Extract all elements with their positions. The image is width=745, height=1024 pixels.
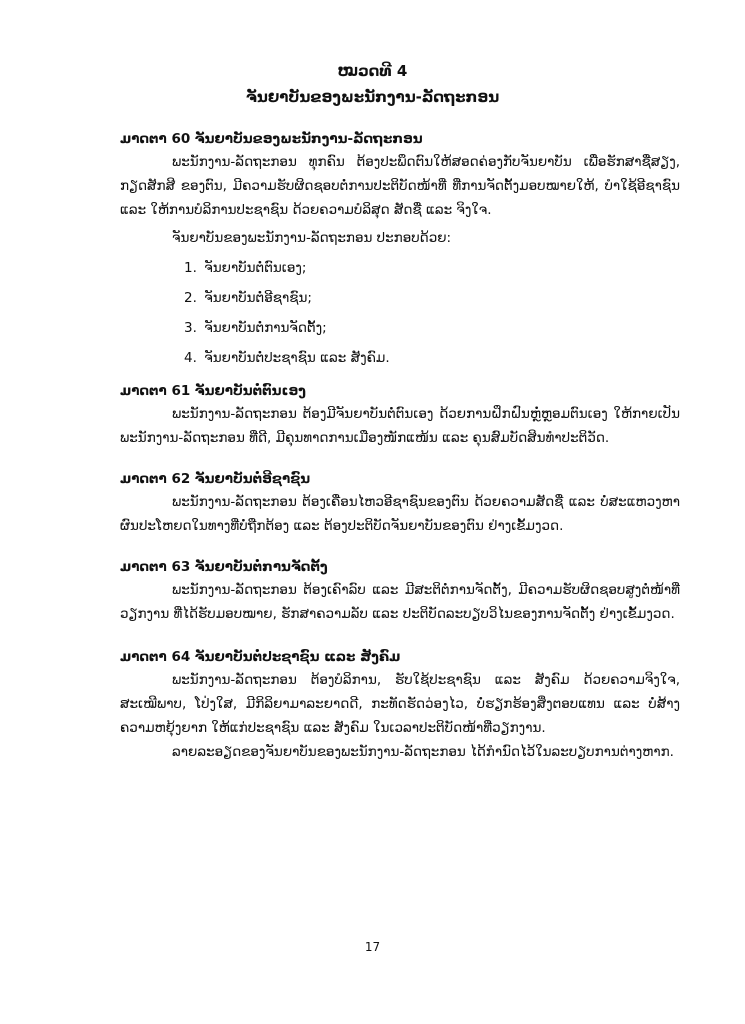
article-number: ມາດຕາ 61	[120, 383, 191, 399]
article-paragraph: ພະນັກງານ-ລັດຖະກອນ ທຸກຄົນ ຕ້ອງປະພຶດຕົນໃຫ້ສອດຄ່ອງກັບຈັນຍາບັນ ເພື່ອຮັກສາຊື່ສຽງ, ກຽດສັກສີ ຂອງຕົນ, ມີຄວາມຮັບຜິດຊອບຕໍ່ການປະຕິບັດໜ້າທີ່ ທີ່ການຈັດຕັ້ງມອບໝາຍໃຫ້, ບຳໃຊ້ອີຊາຊົນ ແລະ ໃຫ້ການບໍລິການປະຊາຊົນ ດ້ວຍຄວາມບໍລິສຸດ ສັດຊື່ ແລະ ຈິງໃຈ.	[120, 154, 680, 218]
article-number: ມາດຕາ 62	[120, 471, 191, 487]
article-number: ມາດຕາ 63	[120, 559, 191, 575]
article-paragraph: ລາຍລະອຽດຂອງຈັນຍາບັນຂອງພະນັກງານ-ລັດຖະກອນ ໄດ້ກຳນົດໄວ້ໃນລະບຽບການຕ່າງຫາກ.	[172, 744, 674, 760]
list-item-text: ຈັນຍາບັນຕໍ່ອີຊາຊົນ;	[204, 290, 312, 306]
article-heading	[120, 128, 680, 150]
article-paragraph: ພະນັກງານ-ລັດຖະກອນ ຕ້ອງເຄົາລົບ ແລະ ມີສະຕິຕໍ່ການຈັດຕັ້ງ, ມີຄວາມຮັບຜິດຊອບສູງຕໍ່ໜ້າທີ່ວຽກງານ ທີ່ໄດ້ຮັບມອບໝາຍ, ຮັກສາຄວາມລັບ ແລະ ປະຕິບັດລະບຽບວິໄນຂອງການຈັດຕັ້ງ ຢ່າງເຂັ້ມງວດ.	[120, 582, 680, 622]
article-paragraph: ພະນັກງານ-ລັດຖະກອນ ຕ້ອງເຄື່ອນໄຫວອີຊາຊົນຂອງຕົນ ດ້ວຍຄວາມສັດຊື່ ແລະ ບໍ່ສະແຫວງຫາຜົນປະໂຫຍດໃນທາງທີ່ບໍ່ຖືກຕ້ອງ ແລະ ຕ້ອງປະຕິບັດຈັນຍາບັນຂອງຕົນ ຢ່າງເຂັ້ມງວດ.	[120, 494, 680, 534]
article-heading	[120, 646, 680, 668]
list-item: 3. ຈັນຍາບັນຕໍ່ການຈັດຕັ້ງ;	[184, 320, 327, 336]
article-title: ຈັນຍາບັນຕໍ່ການຈັດຕັ້ງ	[194, 559, 328, 575]
article-paragraph: ຈັນຍາບັນຂອງພະນັກງານ-ລັດຖະກອນ ປະກອບດ້ວຍ:	[172, 230, 452, 246]
article-61	[120, 380, 680, 450]
article-60	[120, 128, 680, 370]
article-title: ຈັນຍາບັນຂອງພະນັກງານ-ລັດຖະກອນ	[194, 131, 423, 147]
ethics-list	[120, 256, 680, 370]
article-heading	[120, 468, 680, 490]
list-item-text: ຈັນຍາບັນຕໍ່ຕົນເອງ;	[204, 260, 307, 276]
list-item: 2. ຈັນຍາບັນຕໍ່ອີຊາຊົນ;	[184, 290, 312, 306]
article-number: ມາດຕາ 64	[120, 649, 191, 665]
article-number: ມາດຕາ 60	[120, 131, 191, 147]
article-title: ຈັນຍາບັນຕໍ່ອີຊາຊົນ	[194, 471, 311, 487]
article-62	[120, 468, 680, 538]
list-item: 1. ຈັນຍາບັນຕໍ່ຕົນເອງ;	[184, 260, 307, 276]
article-title: ຈັນຍາບັນຕໍ່ຕົນເອງ	[194, 383, 306, 399]
page-number: 17	[364, 940, 381, 954]
chapter-heading	[0, 60, 745, 108]
list-item: 4. ຈັນຍາບັນຕໍ່ປະຊາຊົນ ແລະ ສັງຄົມ.	[184, 350, 390, 366]
article-63	[120, 556, 680, 626]
chapter-number: ໝວດທີ 4	[337, 62, 408, 80]
article-paragraph: ພະນັກງານ-ລັດຖະກອນ ຕ້ອງມີຈັນຍາບັນຕໍ່ຕົນເອງ ດ້ວຍການຝຶກຝົນຫຼໍ່ຫຼອມຕົນເອງ ໃຫ້ກາຍເປັນພະນັກງານ-ລັດຖະກອນ ທີ່ດີ, ມີຄຸນທາດການເມືອງໜັກແໜ້ນ ແລະ ຄຸນສົມບັດສິນທຳປະຕິວັດ.	[120, 406, 680, 446]
article-title: ຈັນຍາບັນຕໍ່ປະຊາຊົນ ແລະ ສັງຄົມ	[194, 649, 401, 665]
list-item-text: ຈັນຍາບັນຕໍ່ປະຊາຊົນ ແລະ ສັງຄົມ.	[204, 350, 390, 366]
article-heading	[120, 380, 680, 402]
article-64	[120, 646, 680, 764]
article-paragraph: ພະນັກງານ-ລັດຖະກອນ ຕ້ອງບໍລິການ, ຮັບໃຊ້ປະຊາຊົນ ແລະ ສັງຄົມ ດ້ວຍຄວາມຈິງໃຈ, ສະເໝີພາບ, ໂປ່ງໃສ, ມີກິລິຍາມາລະຍາດດີ, ກະທັດຮັດວ່ອງໄວ, ບໍ່ຮຽກຮ້ອງສິ່ງຕອບແທນ ແລະ ບໍ່ສ້າງຄວາມຫຍຸ້ງຍາກ ໃຫ້ແກ່ປະຊາຊົນ ແລະ ສັງຄົມ ໃນເວລາປະຕິບັດໜ້າທີ່ວຽກງານ.	[120, 672, 680, 736]
chapter-title: ຈັນຍາບັນຂອງພະນັກງານ-ລັດຖະກອນ	[245, 88, 500, 106]
list-item-text: ຈັນຍາບັນຕໍ່ການຈັດຕັ້ງ;	[204, 320, 327, 336]
article-heading	[120, 556, 680, 578]
